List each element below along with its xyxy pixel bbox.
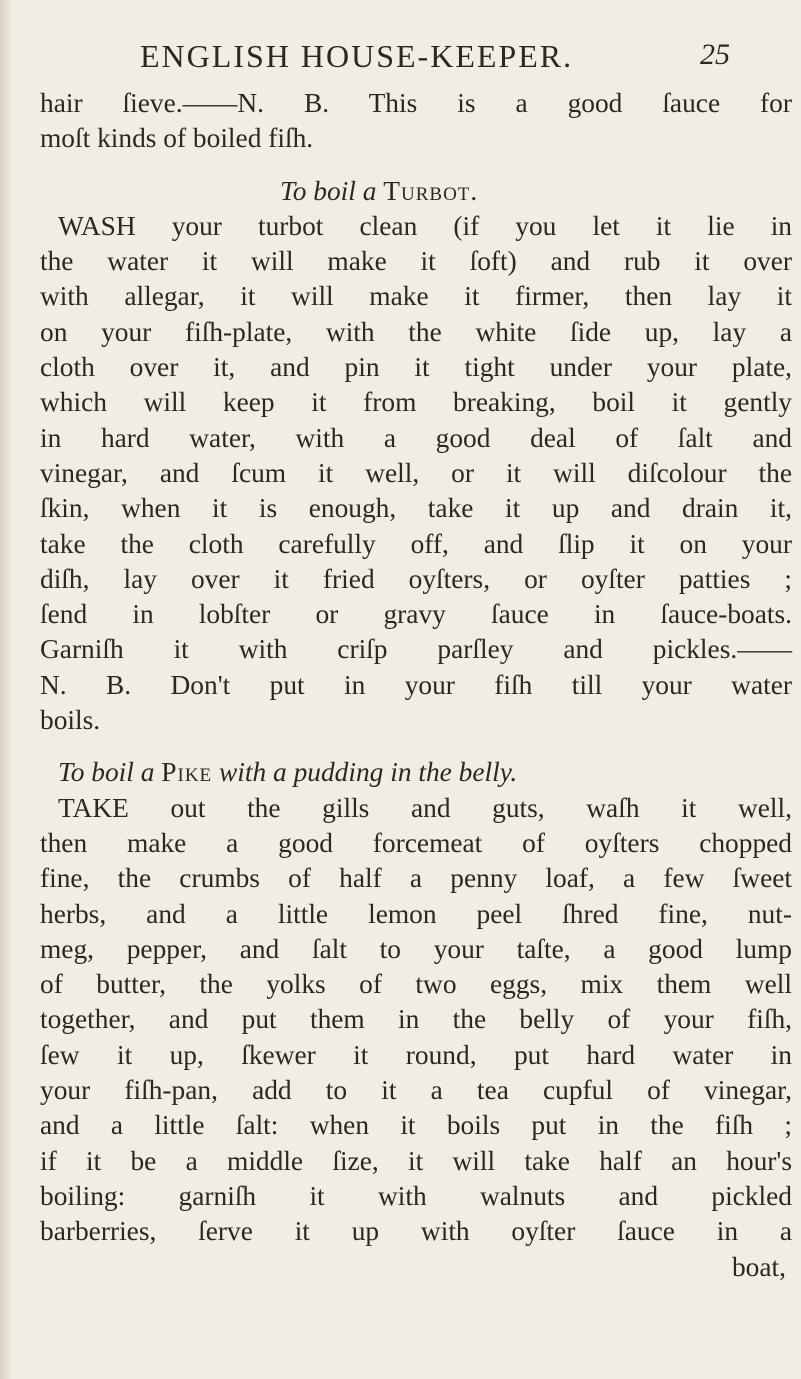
text-line: then make a good forcemeat of oyſters chopped [40, 827, 792, 858]
page-body [40, 86, 792, 1285]
heading-subject: Pike [161, 757, 213, 788]
text-line: of butter, the yolks of two eggs, mix them well [40, 969, 792, 1000]
text-line: boils. [40, 705, 101, 736]
text-line: which will keep it from breaking, boil it gently [40, 387, 792, 418]
running-title: ENGLISH HOUSE-KEEPER. [140, 38, 574, 74]
text-line: ſend in lobſter or gravy ſauce in ſauce-boats. [40, 599, 792, 630]
text-line: barberries, ſerve it up with oyſter ſauce in a [40, 1216, 792, 1247]
section-gap [40, 738, 792, 755]
text-line: N. B. Don't put in your fiſh till your water [40, 669, 792, 700]
text-line: WASH your turbot clean (if you let it lie in [58, 210, 792, 241]
text-line: boiling: garniſh it with walnuts and pickled [40, 1180, 792, 1211]
text-line: in hard water, with a good deal of ſalt and [40, 422, 792, 453]
text-line: with allegar, it will make it firmer, then lay it [40, 281, 792, 312]
text-line: cloth over it, and pin it tight under your plate, [40, 352, 792, 383]
text-line: hair ſieve.——N. B. This is a good ſauce for [40, 88, 792, 118]
text-line: diſh, lay over it fried oyſters, or oyſter patties ; [40, 563, 792, 594]
text-line: herbs, and a little lemon peel ſhred fine, nut- [40, 898, 792, 929]
text-line: if it be a middle ſize, it will take half an hour's [40, 1145, 792, 1176]
text-line: the water it will make it ſoft) and rub it over [40, 246, 792, 277]
text-line: and a little ſalt: when it boils put in the fiſh ; [40, 1110, 792, 1141]
text-line: TAKE out the gills and guts, waſh it well, [58, 792, 792, 823]
text-line: moſt kinds of boiled fiſh. [40, 123, 314, 154]
turbot-recipe-heading [40, 174, 792, 209]
heading-suffix: with a pudding in the belly. [212, 757, 518, 788]
heading-prefix: To boil a [58, 757, 162, 788]
text-line: vinegar, and ſcum it well, or it will diſcolour the [40, 457, 792, 488]
page-header [0, 38, 801, 88]
heading-subject: Turbot. [383, 175, 479, 206]
text-line: on your fiſh-plate, with the white ſide up, lay a [40, 316, 792, 347]
heading-prefix: To boil a [280, 175, 384, 206]
text-line: together, and put them in the belly of your fiſh, [40, 1004, 792, 1035]
text-line: Garniſh it with criſp parſley and pickles.—— [40, 634, 792, 665]
page-number: 25 [700, 38, 730, 71]
page-gutter-shadow [0, 0, 12, 1379]
section-gap [40, 157, 792, 174]
text-line: ſkin, when it is enough, take it up and drain it, [40, 493, 792, 524]
catchword: boat, [731, 1251, 786, 1282]
pike-recipe-heading [40, 755, 792, 790]
text-line: your fiſh-pan, add to it a tea cupful of vinegar, [40, 1075, 792, 1106]
text-line: ſew it up, ſkewer it round, put hard water in [40, 1039, 792, 1070]
text-line: take the cloth carefully off, and ſlip it on your [40, 528, 792, 559]
text-line: fine, the crumbs of half a penny loaf, a few ſweet [40, 863, 792, 894]
text-line: meg, pepper, and ſalt to your taſte, a good lump [40, 933, 792, 964]
